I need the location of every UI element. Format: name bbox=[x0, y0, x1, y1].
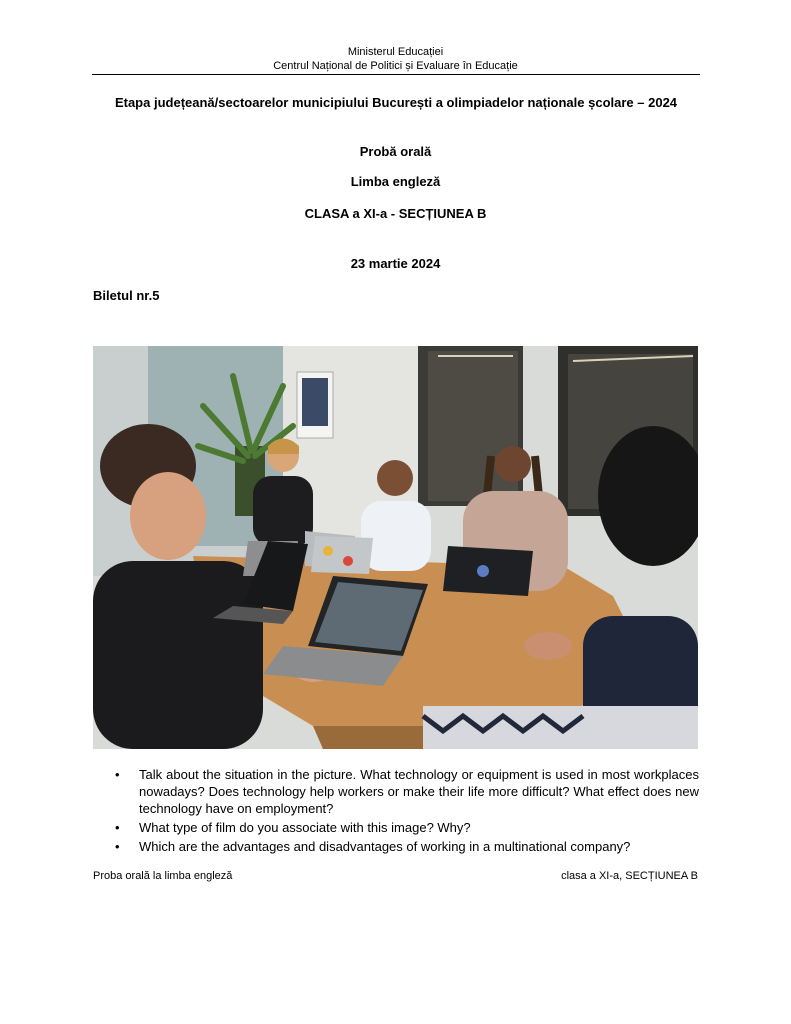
bullet-icon: • bbox=[115, 839, 120, 854]
header-divider bbox=[92, 74, 700, 75]
question-text: What type of film do you associate with this image? Why? bbox=[139, 820, 471, 835]
office-meeting-photo bbox=[93, 346, 698, 749]
bullet-icon: • bbox=[115, 767, 120, 782]
question-item bbox=[93, 838, 699, 855]
question-text: Which are the advantages and disadvantages of working in a multinational company? bbox=[139, 839, 631, 854]
bullet-icon: • bbox=[115, 820, 120, 835]
question-item bbox=[93, 819, 699, 836]
subject: Limba engleză bbox=[350, 174, 441, 189]
class-section: CLASA a XI-a - SECȚIUNEA B bbox=[304, 206, 487, 221]
exam-title: Etapa județeană/sectoarelor municipiului București a olimpiadelor naționale școlare – 2024 bbox=[114, 95, 678, 110]
footer-right: clasa a XI-a, SECȚIUNEA B bbox=[561, 870, 698, 882]
question-text: Talk about the situation in the picture. What technology or equipment is used in most workplaces nowadays? Does technology help workers or make their life more difficult? What effect does new technology have on employment? bbox=[139, 767, 699, 816]
center-name: Centrul Național de Politici și Evaluare în Educație bbox=[273, 60, 518, 72]
exam-type: Probă orală bbox=[359, 144, 432, 159]
footer-left: Proba orală la limba engleză bbox=[93, 870, 233, 882]
exam-date: 23 martie 2024 bbox=[350, 256, 441, 271]
ticket-number: Biletul nr.5 bbox=[93, 288, 160, 303]
ministry-name: Ministerul Educației bbox=[347, 46, 444, 58]
question-list bbox=[93, 766, 699, 857]
document-header bbox=[0, 45, 791, 73]
question-item bbox=[93, 766, 699, 817]
